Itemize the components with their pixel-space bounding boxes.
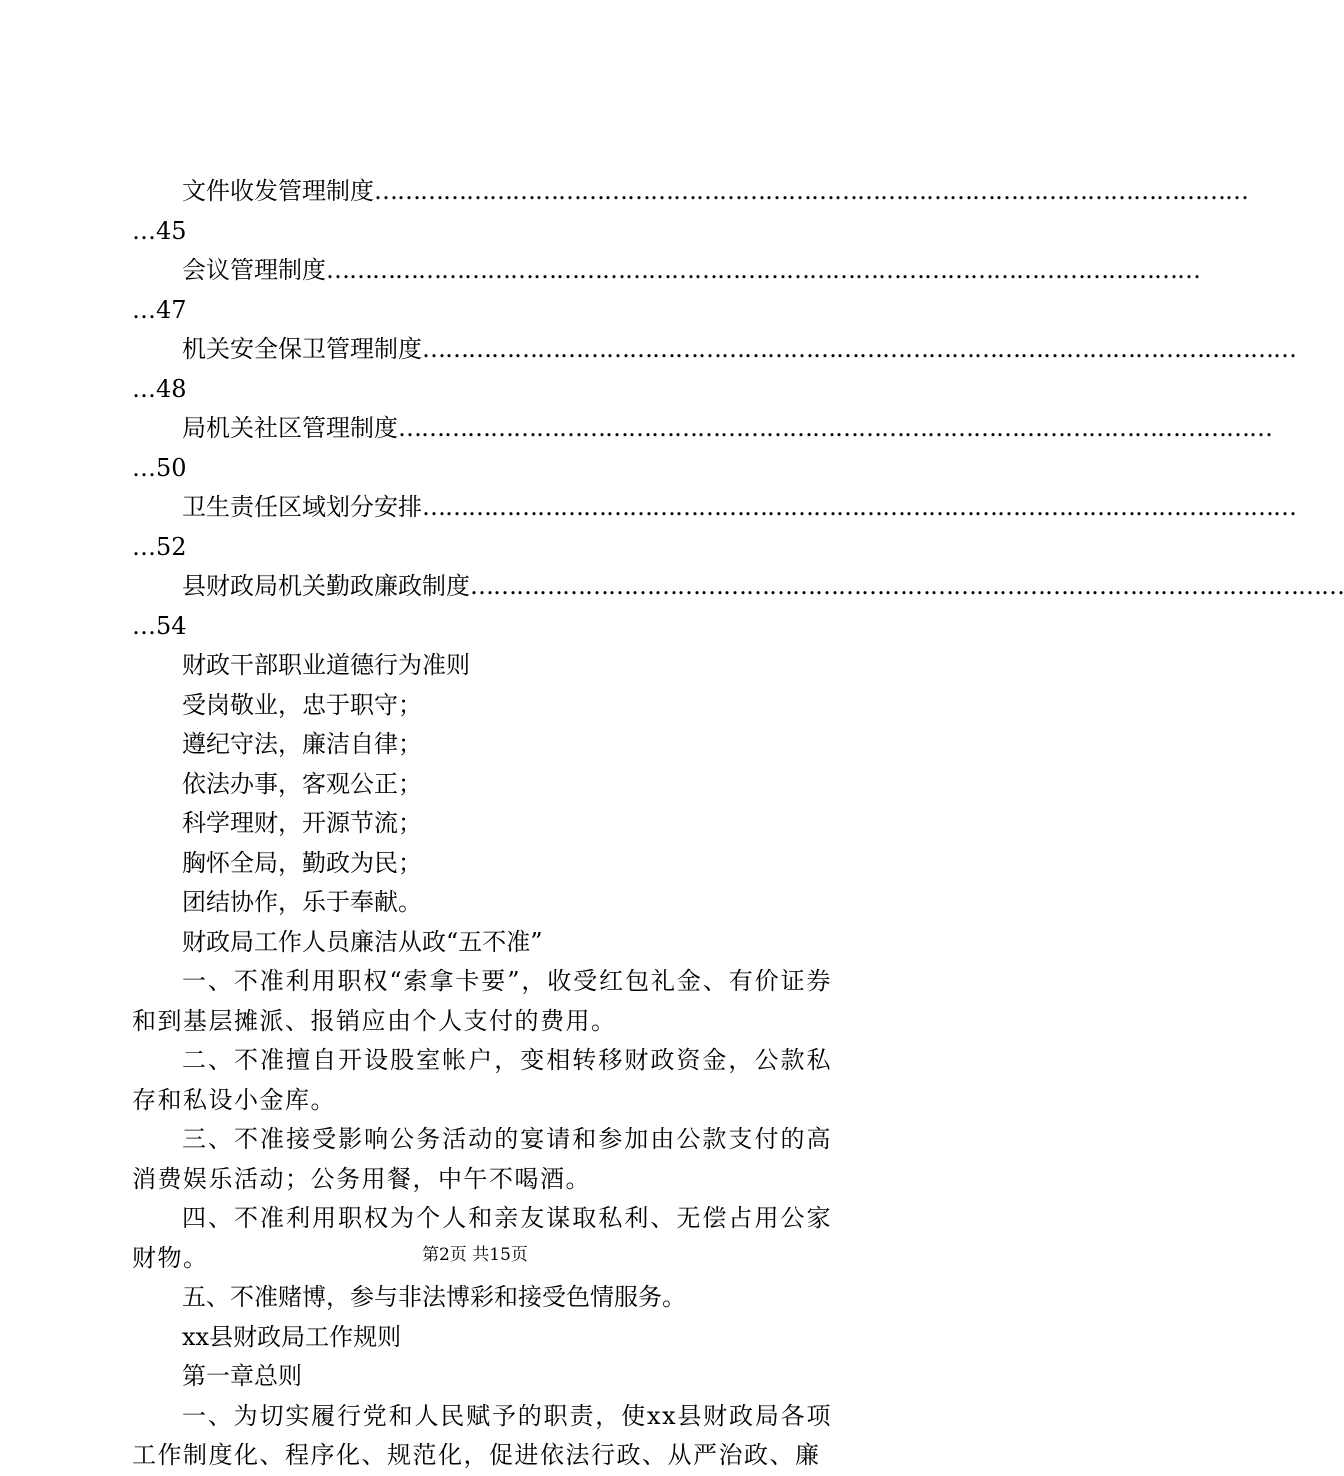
toc-entry	[132, 488, 1296, 528]
ethics-item: 受岗敬业，忠于职守；	[182, 690, 422, 719]
toc-entry	[132, 251, 1200, 291]
ethics-item: 团结协作，乐于奉献。	[182, 888, 422, 916]
toc-entry	[132, 409, 1272, 449]
toc-entry	[132, 172, 1248, 212]
toc-title: 县财政局机关勤政廉政制度	[182, 572, 470, 600]
toc-title: 会议管理制度	[182, 256, 326, 284]
toc-entry	[132, 330, 1296, 370]
rules-heading: xx县财政局工作规则	[182, 1322, 402, 1351]
toc-entry	[132, 567, 1344, 607]
ethics-heading: 财政干部职业道德行为准则	[182, 651, 470, 679]
toc-title: 卫生责任区域划分安排	[182, 493, 422, 521]
five-rules-item: 一、不准利用职权“索拿卡要”，收受红包礼金、有价证券和到基层摊派、报销应由个人支付的费用。	[132, 967, 832, 1035]
toc-leader-dots: ……………………………………………………………………………………………………	[398, 414, 1272, 442]
toc-page-number: …52	[132, 532, 187, 561]
five-rules-item: 四、不准利用职权为个人和亲友谋取私利、无偿占用公家财物。	[132, 1204, 832, 1272]
toc-page-number: …54	[132, 611, 187, 640]
toc-title: 局机关社区管理制度	[182, 414, 398, 442]
five-rules-heading: 财政局工作人员廉洁从政“五不准”	[182, 927, 543, 956]
toc-leader-dots: ……………………………………………………………………………………………………	[326, 256, 1200, 284]
toc-title: 文件收发管理制度	[182, 177, 374, 205]
toc-page-number: …50	[132, 453, 187, 482]
toc-leader-dots: ……………………………………………………………………………………………………	[422, 335, 1296, 363]
toc-leader-dots: ……………………………………………………………………………………………………	[470, 572, 1344, 600]
table-of-contents	[132, 172, 1344, 646]
page-footer: 第2页 共15页	[422, 1245, 528, 1265]
toc-page-number: …47	[132, 295, 187, 324]
rules-paragraph: 一、为切实履行党和人民赋予的职责，使xx县财政局各项工作制度化、程序化、规范化，促进依法行政、从严治政、廉	[132, 1401, 832, 1469]
toc-page-number: …45	[132, 216, 187, 245]
five-rules-item: 五、不准赌博，参与非法博彩和接受色情服务。	[182, 1283, 686, 1311]
toc-leader-dots: ……………………………………………………………………………………………………	[422, 493, 1296, 521]
toc-page-number: …48	[132, 374, 187, 403]
five-rules-item: 三、不准接受影响公务活动的宴请和参加由公款支付的高消费娱乐活动；公务用餐，中午不喝酒。	[132, 1125, 832, 1193]
five-rules-item: 二、不准擅自开设股室帐户，变相转移财政资金，公款私存和私设小金库。	[132, 1046, 832, 1114]
ethics-item: 胸怀全局，勤政为民；	[182, 848, 422, 877]
ethics-item: 遵纪守法，廉洁自律；	[182, 730, 422, 758]
ethics-item: 依法办事，客观公正；	[182, 769, 422, 798]
chapter-heading: 第一章总则	[182, 1362, 302, 1390]
toc-leader-dots: ……………………………………………………………………………………………………	[374, 177, 1248, 205]
toc-title: 机关安全保卫管理制度	[182, 335, 422, 363]
document-body	[132, 172, 1344, 1476]
ethics-item: 科学理财，开源节流；	[182, 809, 422, 837]
